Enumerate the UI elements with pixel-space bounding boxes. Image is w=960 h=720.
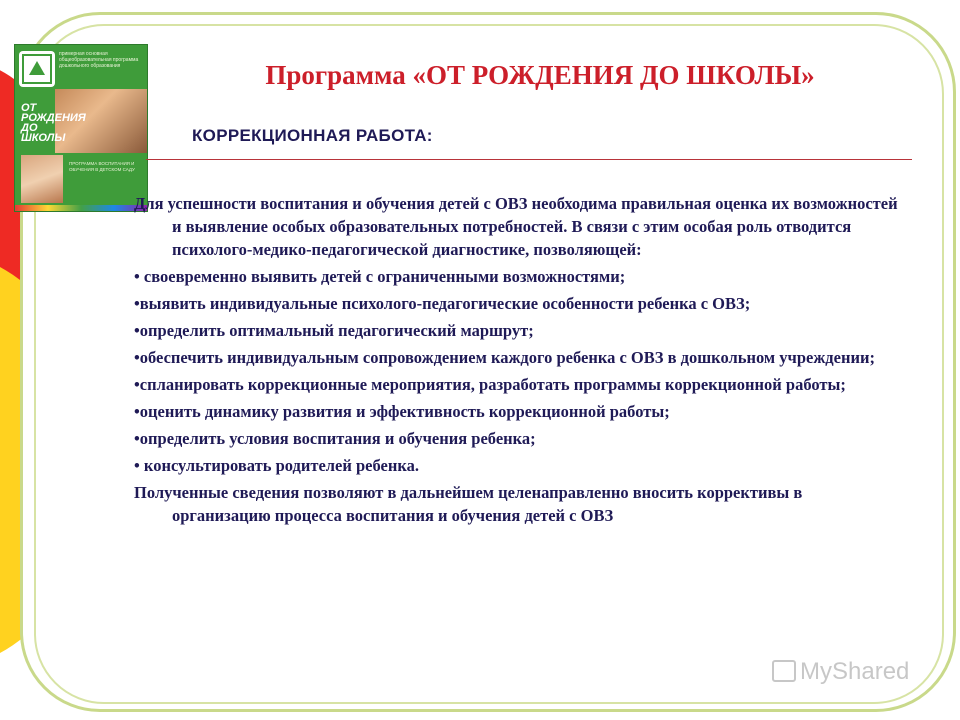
bullet-item: • своевременно выявить детей с ограниченными возможностями; [134, 267, 626, 286]
bullet-item: •оценить динамику развития и эффективность коррекционной работы; [134, 402, 670, 421]
watermark-text: MyShared [800, 658, 910, 685]
conclusion-paragraph: Полученные сведения позволяют в дальнейшем целенаправленно вносить коррективы в организацию процесса воспитания и обучения детей с ОВЗ [134, 483, 803, 525]
book-blurb-text: ПРОГРАММА ВОСПИТАНИЯ И ОБУЧЕНИЯ В ДЕТСКОМ САДУ [69, 161, 135, 172]
book-color-stripe [15, 205, 147, 211]
bullet-item: • консультировать родителей ребенка. [134, 456, 420, 475]
book-title: ОТ РОЖДЕНИЯ ДО ШКОЛЫ [21, 102, 86, 144]
watermark-icon [772, 660, 796, 682]
slide-body [134, 192, 904, 531]
slide-title: Программа «ОТ РОЖДЕНИЯ ДО ШКОЛЫ» [265, 60, 815, 90]
bullet-item: •определить оптимальный педагогический маршрут; [134, 321, 534, 340]
bullet-item: •обеспечить индивидуальным сопровождением каждого ребенка с ОВЗ в дошкольном учреждении; [134, 348, 875, 367]
book-photo-baby [21, 155, 63, 203]
title-divider [146, 159, 912, 160]
bullet-item: •определить условия воспитания и обучения ребенка; [134, 429, 536, 448]
slide-subtitle: КОРРЕКЦИОННАЯ РАБОТА: [192, 126, 433, 145]
intro-paragraph: Для успешности воспитания и обучения детей с ОВЗ необходима правильная оценка их возможностей и выявление особых образовательных потребностей. В связи с этим особая роль отводится психолого-медико-педагогической диагностике, позволяющей: [134, 194, 898, 259]
bullet-item: •выявить индивидуальные психолого-педагогические особенности ребенка с ОВЗ; [134, 294, 751, 313]
book-header-text: примерная основная общеобразовательная программа дошкольного образования [59, 51, 139, 69]
watermark [772, 658, 909, 686]
book-cover-image [14, 44, 148, 212]
book-logo-icon [19, 51, 55, 87]
bullet-item: •спланировать коррекционные мероприятия, разработать программы коррекционной работы; [134, 375, 846, 394]
